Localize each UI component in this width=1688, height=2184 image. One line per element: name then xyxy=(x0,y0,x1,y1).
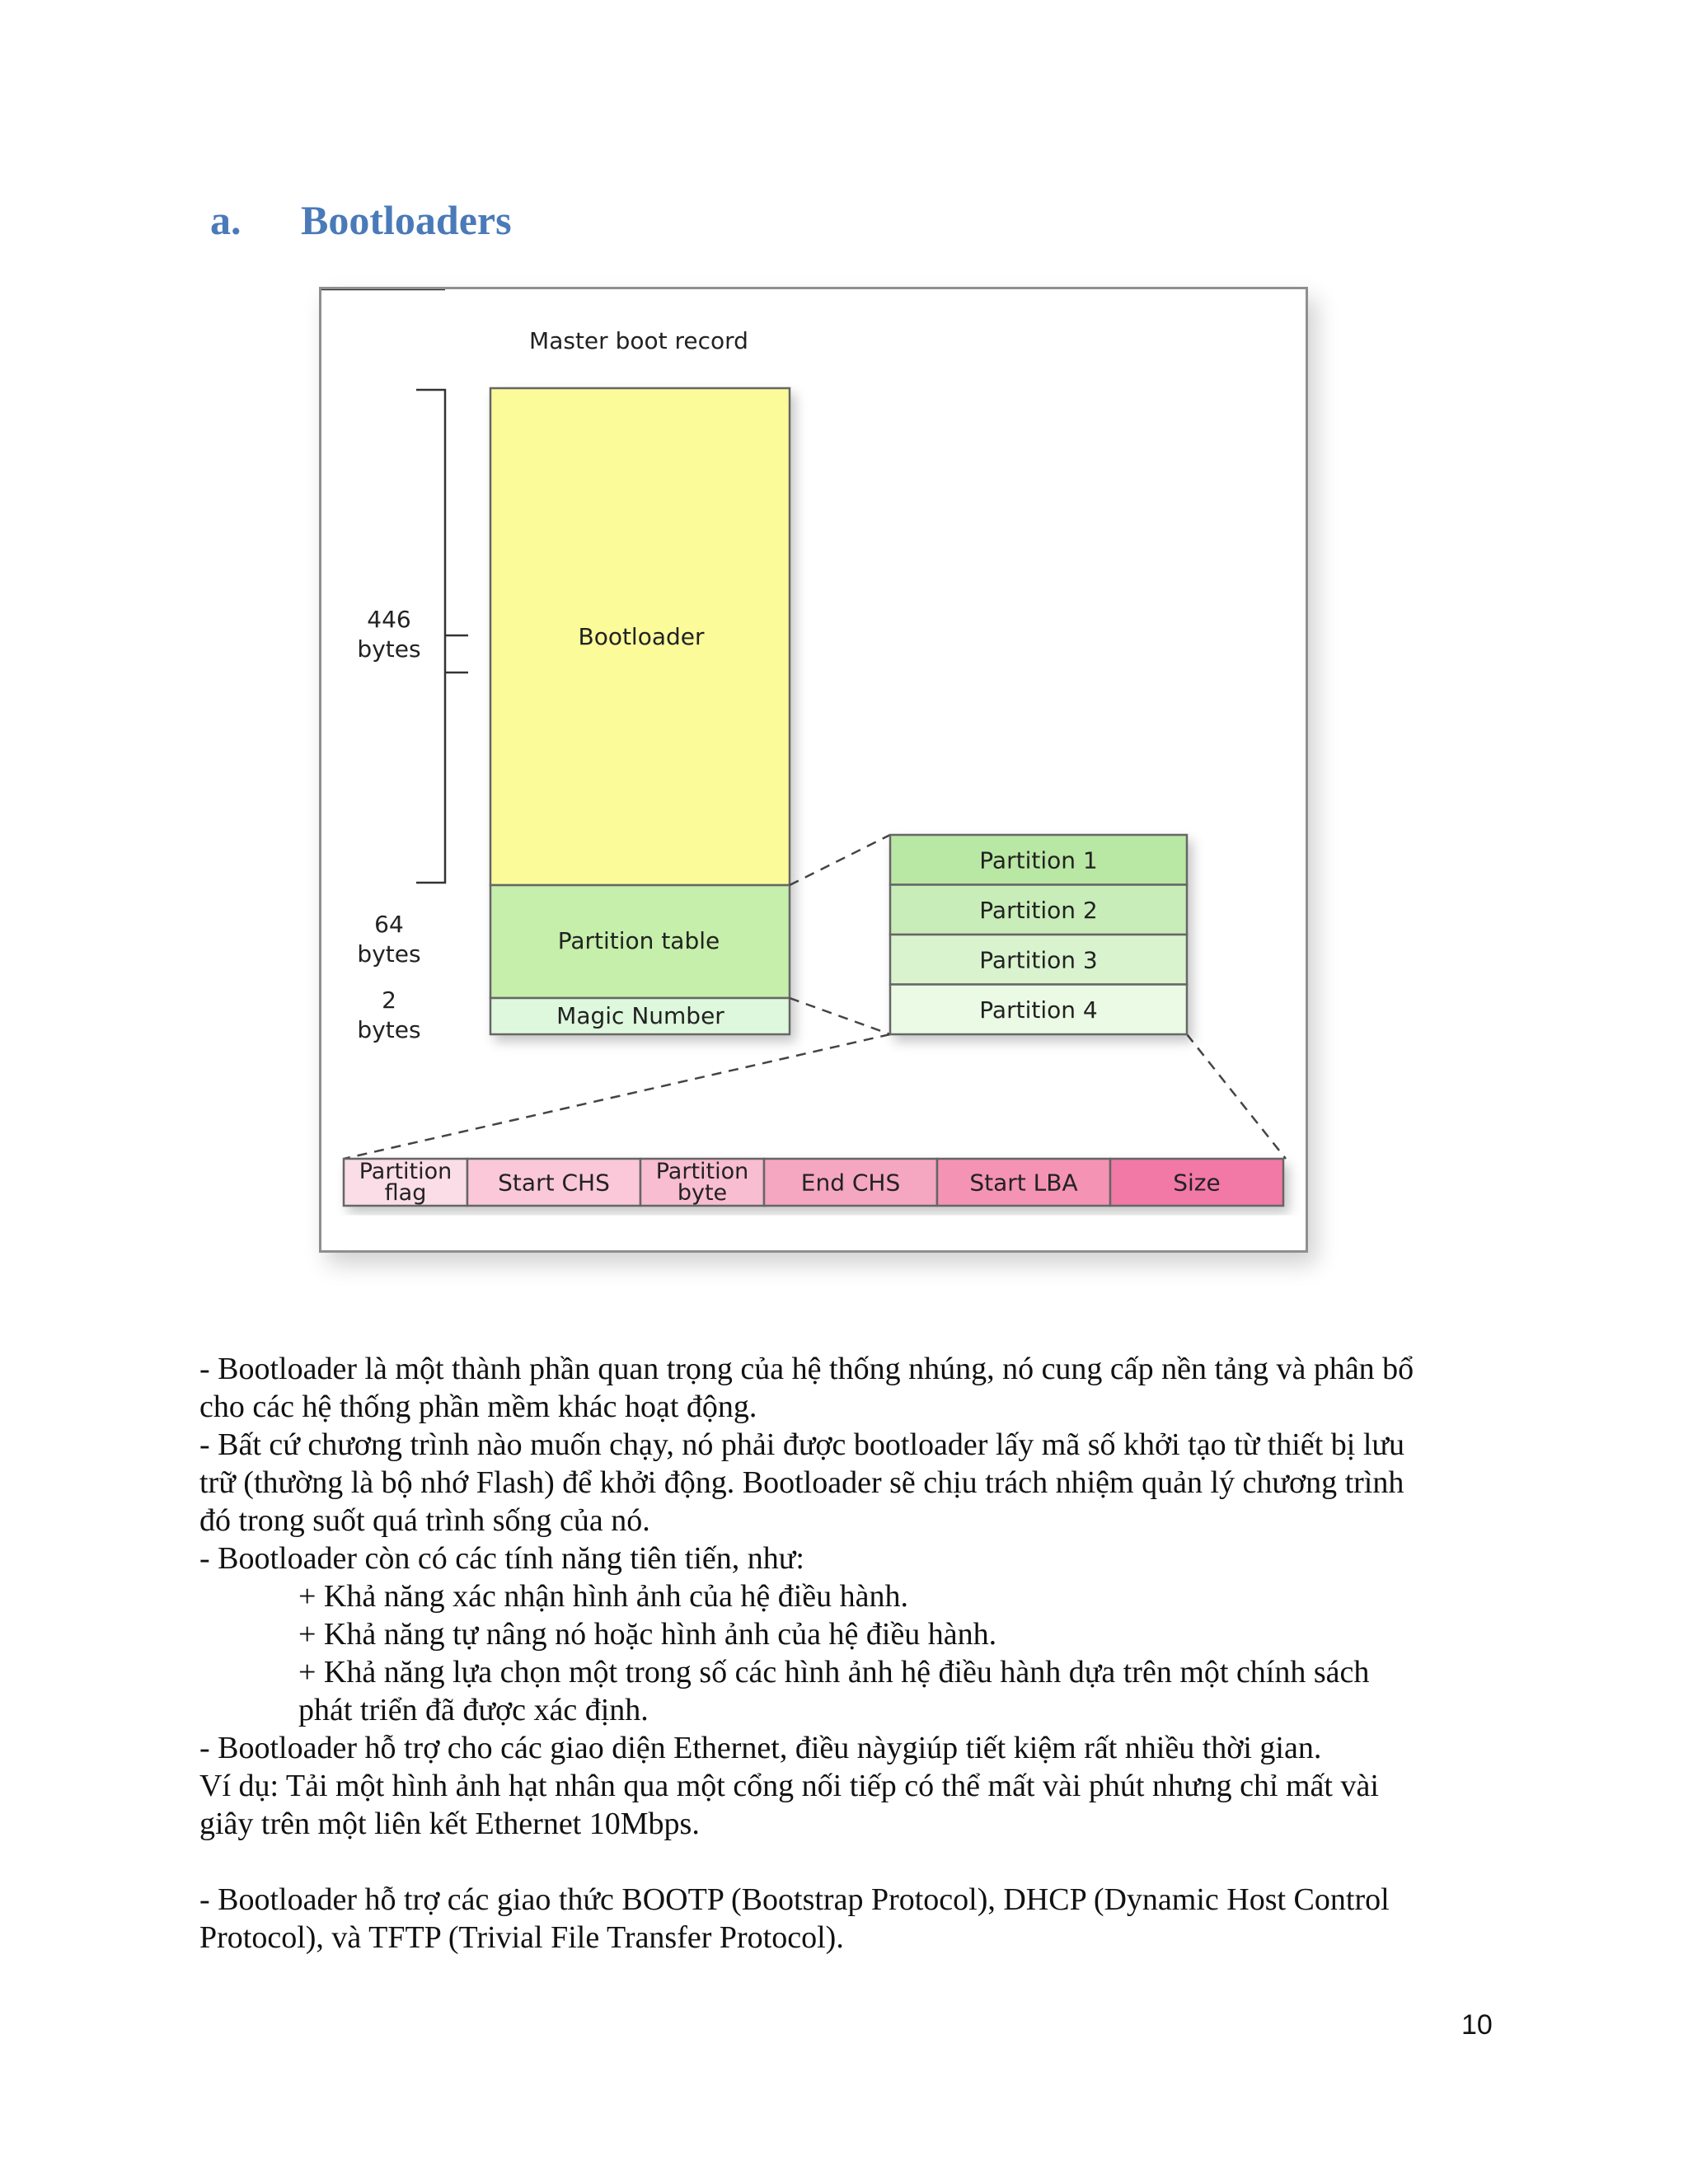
body-line: + Khả năng xác nhận hình ảnh của hệ điều hành. xyxy=(298,1579,909,1614)
field-6-label: Size xyxy=(1173,1169,1221,1197)
field-2-label: Start CHS xyxy=(498,1169,610,1197)
body-line: - Bất cứ chương trình nào muốn chạy, nó phải được bootloader lấy mã số khởi tạo từ thiết bị lưu xyxy=(199,1427,1404,1462)
body-line: đó trong suốt quá trình sống của nó. xyxy=(199,1503,650,1538)
body-line: - Bootloader còn có các tính năng tiên tiến, như: xyxy=(199,1541,804,1576)
partition-2-label: Partition 2 xyxy=(979,896,1098,924)
partition-1-label: Partition 1 xyxy=(979,846,1098,874)
body-line: - Bootloader hỗ trợ cho các giao diện Ethernet, điều nàygiúp tiết kiệm rất nhiều thời gian. xyxy=(199,1731,1322,1765)
mbr-label: Master boot record xyxy=(529,327,748,354)
size-2-value: 2 xyxy=(382,987,396,1014)
size-2-unit: bytes xyxy=(357,1016,421,1043)
magic-number-label: Magic Number xyxy=(556,1002,724,1029)
body-line: trữ (thường là bộ nhớ Flash) để khởi động. Bootloader sẽ chịu trách nhiệm quản lý chương trình xyxy=(199,1465,1404,1500)
bootloader-label: Bootloader xyxy=(578,623,705,650)
size-446-value: 446 xyxy=(367,606,411,633)
body-line: Protocol), và TFTP (Trivial File Transfer Protocol). xyxy=(199,1920,844,1955)
size-bracket xyxy=(321,289,468,883)
body-line: - Bootloader là một thành phần quan trọng của hệ thống nhúng, nó cung cấp nền tảng và phân bổ xyxy=(199,1352,1414,1386)
size-64-value: 64 xyxy=(374,911,404,938)
field-3-label-line-1: Partition xyxy=(655,1159,749,1184)
mbr-diagram-svg xyxy=(321,289,1306,1250)
body-line: phát triển đã được xác định. xyxy=(298,1693,649,1727)
field-1-label-line-2: flag xyxy=(384,1180,427,1206)
page-number: 10 xyxy=(1461,2009,1493,2041)
body-line: + Khả năng tự nâng nó hoặc hình ảnh của hệ điều hành. xyxy=(298,1617,997,1652)
field-3-label-line-2: byte xyxy=(677,1180,728,1206)
partition-3-label: Partition 3 xyxy=(979,946,1098,974)
section-title: Bootloaders xyxy=(301,197,512,243)
size-446-unit: bytes xyxy=(357,635,421,663)
partition-table-label: Partition table xyxy=(557,927,720,954)
partition-4-label: Partition 4 xyxy=(979,996,1098,1024)
body-line: + Khả năng lựa chọn một trong số các hình ảnh hệ điều hành dựa trên một chính sách xyxy=(298,1655,1370,1690)
body-text xyxy=(199,1350,1489,1957)
mbr-diagram xyxy=(319,287,1308,1253)
body-line: cho các hệ thống phần mềm khác hoạt động. xyxy=(199,1390,757,1424)
section-heading xyxy=(210,196,512,244)
body-line: Ví dụ: Tải một hình ảnh hạt nhân qua một cổng nối tiếp có thể mất vài phút nhưng chỉ mất vài xyxy=(199,1769,1379,1803)
body-line xyxy=(199,1843,1489,1881)
section-number: a. xyxy=(210,197,241,243)
field-1-label-line-1: Partition xyxy=(359,1159,452,1184)
field-4-label: End CHS xyxy=(800,1169,901,1197)
field-5-label: Start LBA xyxy=(969,1169,1078,1197)
body-line: giây trên một liên kết Ethernet 10Mbps. xyxy=(199,1807,700,1841)
body-line: - Bootloader hỗ trợ các giao thức BOOTP (Bootstrap Protocol), DHCP (Dynamic Host Control xyxy=(199,1882,1390,1917)
size-64-unit: bytes xyxy=(357,940,421,968)
